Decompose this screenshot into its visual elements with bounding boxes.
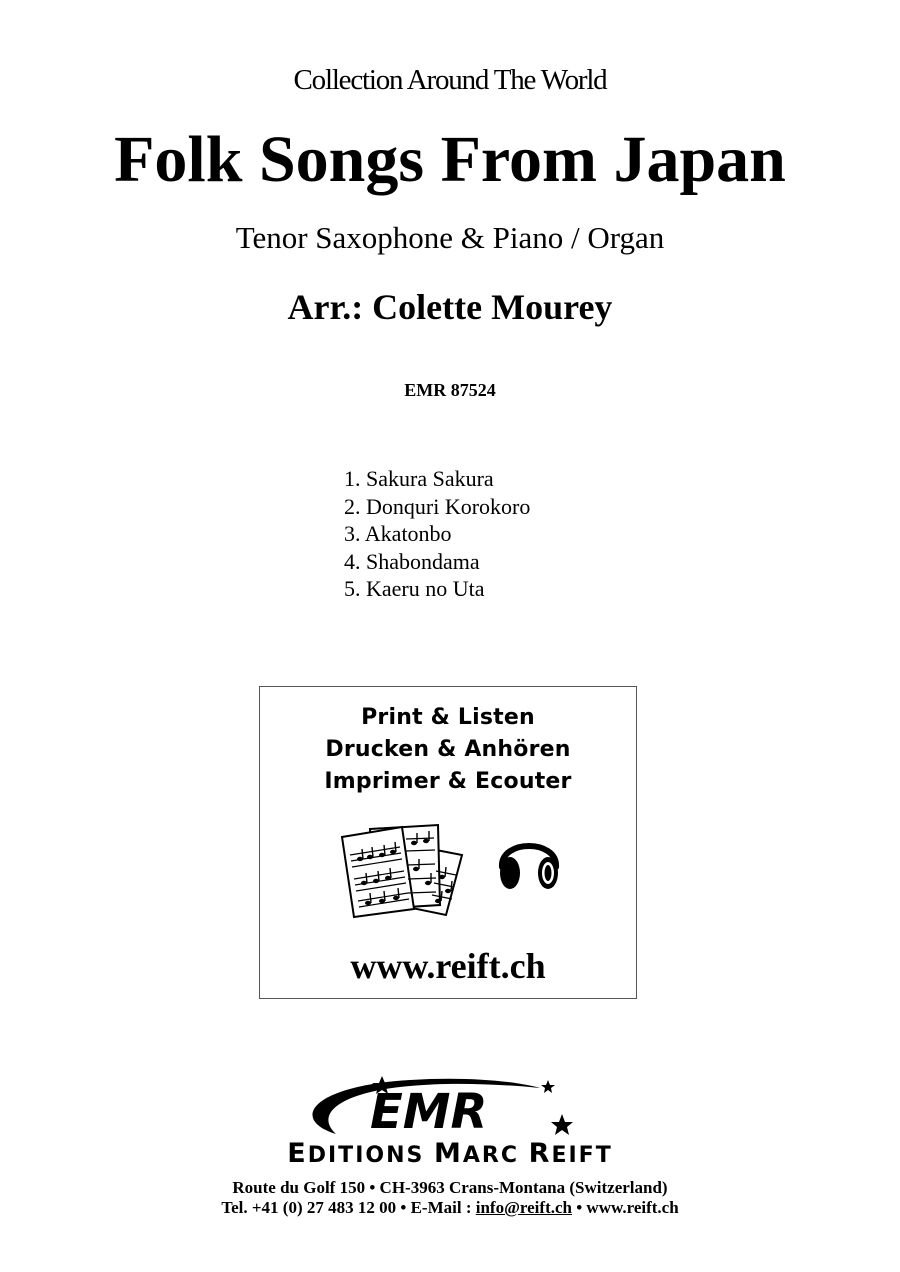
publisher-name xyxy=(0,1138,900,1169)
contact-website[interactable]: • www.reift.ch xyxy=(571,1198,679,1217)
publisher-name-part: EIFT xyxy=(551,1143,613,1168)
song-item: 3. Akatonbo xyxy=(344,521,452,546)
publisher-name-part: ARC xyxy=(462,1143,529,1168)
catalog-number: EMR 87524 xyxy=(404,380,496,400)
publisher-name-part: R xyxy=(528,1138,552,1169)
print-listen-box xyxy=(259,686,637,999)
publisher-contact xyxy=(0,1198,900,1218)
publisher-name-part: E xyxy=(287,1138,308,1169)
publisher-name-part: DITIONS xyxy=(307,1143,434,1168)
promo-line-english: Print & Listen xyxy=(361,705,535,730)
emr-logo-text: EMR xyxy=(370,1084,488,1140)
publisher-name-part: M xyxy=(434,1138,463,1169)
song-item: 5. Kaeru no Uta xyxy=(344,576,485,601)
emr-logo xyxy=(300,1074,600,1140)
promo-line-french: Imprimer & Ecouter xyxy=(324,769,572,794)
song-item: 4. Shabondama xyxy=(344,548,480,574)
arranger: Arr.: Colette Mourey xyxy=(287,287,613,327)
instrumentation: Tenor Saxophone & Piano / Organ xyxy=(235,220,665,255)
sheet-music-icon xyxy=(338,821,468,919)
contact-email-link[interactable]: info@reift.ch xyxy=(475,1198,572,1217)
promo-url-link[interactable]: www.reift.ch xyxy=(350,946,546,986)
song-list xyxy=(344,465,530,603)
promo-line-german: Drucken & Anhören xyxy=(325,737,571,762)
song-item: 2. Donquri Korokoro xyxy=(344,493,531,519)
song-item: 1. Sakura Sakura xyxy=(344,466,494,491)
contact-phone: Tel. +41 (0) 27 483 12 00 • E-Mail : xyxy=(221,1198,476,1217)
publisher-address: Route du Golf 150 • CH-3963 Crans-Montana (Switzerland) xyxy=(232,1178,668,1197)
headphones-icon xyxy=(494,827,564,897)
page-title: Folk Songs From Japan xyxy=(114,123,786,196)
collection-name: Collection Around The World xyxy=(293,64,607,96)
